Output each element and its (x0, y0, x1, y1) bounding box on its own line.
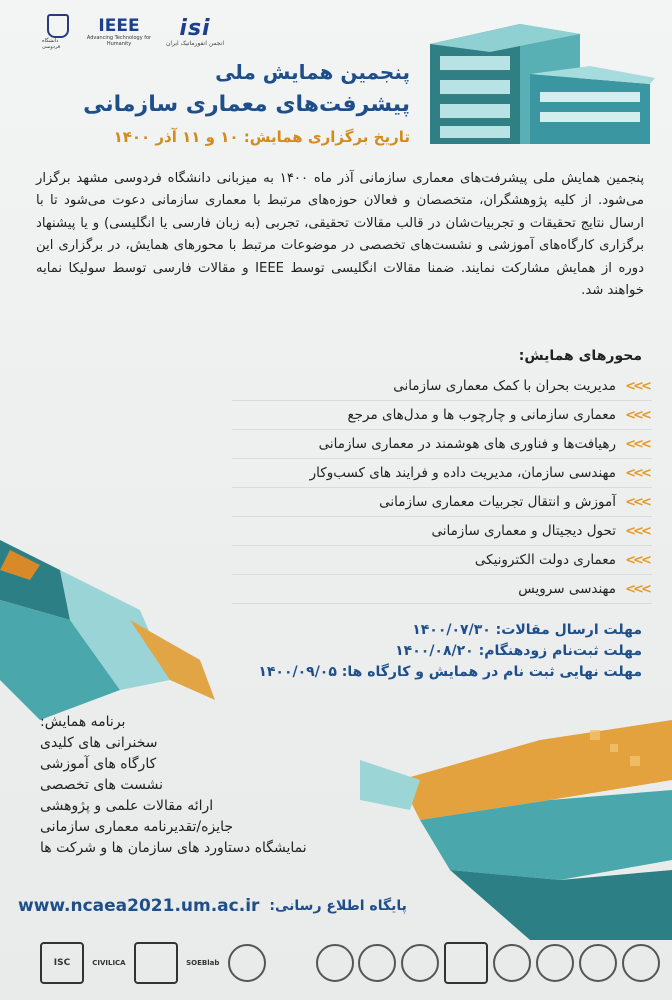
topic-item (232, 546, 652, 575)
deadline-early-registration: مهلت ثبت‌نام زودهنگام: ۱۴۰۰/۰۸/۲۰ (395, 643, 642, 659)
decorative-ribbon-left (0, 530, 240, 730)
sponsor-logo-14 (622, 944, 660, 982)
isi-logo (160, 14, 230, 50)
isi-logo-mark: isi (179, 15, 211, 41)
chevron-left-icon: <<< (625, 465, 649, 481)
topic-label: معماری سازمانی و چارچوب ها و مدل‌های مرجع (347, 407, 616, 423)
conference-date: تاریخ برگزاری همایش: ۱۰ و ۱۱ آذر ۱۴۰۰ (113, 128, 410, 146)
ferdowsi-university-logo (42, 14, 74, 50)
topic-item (232, 488, 652, 517)
topic-label: معماری دولت الکترونیکی (474, 552, 616, 568)
topics-list (232, 372, 652, 604)
intro-paragraph: پنجمین همایش ملی پیشرفت‌های معماری سازمانی آذر ماه ۱۴۰۰ به میزبانی دانشگاه فردوسی مشهد برگزار می‌شود. از کلیه پژوهشگران، متخصصان و فعالان حوزه‌های مرتبط با معماری سازمانی دعوت می‌شود تا با ارسال نتایج تحقیقات و تجربیات‌شان در قالب مقالات تحقیقی، تجربی (به زبان فارسی یا انگلیسی) و یا پیشنهاد برگزاری کارگاه‌های آموزشی و نشست‌های تخصصی در موضوعات مرتبط با محورهای همایش، در برگزاری این دوره از همایش مشارکت نمایند. ضمنا مقالات انگلیسی توسط IEEE و مقالات فارسی توسط سولیکا نمایه خواهند شد. (36, 171, 645, 299)
chevron-left-icon: <<< (625, 378, 649, 394)
topic-item (232, 575, 652, 604)
chevron-left-icon: <<< (625, 407, 649, 423)
ieee-logo-mark: IEEE (98, 16, 140, 36)
topic-label: مدیریت بحران با کمک معماری سازمانی (393, 378, 616, 394)
soeblab-logo: SOEBlab (186, 959, 220, 967)
sponsor-logo-9 (401, 944, 439, 982)
building-graphic-icon (420, 14, 660, 154)
sponsor-logos-row (40, 940, 660, 986)
topic-label: مهندسی سازمان، مدیریت داده و فرایند های کسب‌وکار (309, 465, 616, 481)
sponsor-logo-5 (228, 944, 266, 982)
program-section (40, 712, 370, 859)
topic-label: رهیافت‌ها و فناوری های هوشمند در معماری سازمانی (318, 436, 616, 452)
topic-label: مهندسی سرویس (518, 581, 616, 597)
program-item: سخنرانی های کلیدی (40, 735, 158, 751)
sponsor-logo-8 (358, 944, 396, 982)
program-item: نمایشگاه دستاورد های سازمان ها و شرکت ها (40, 840, 307, 856)
program-heading: برنامه همایش: (40, 714, 126, 730)
isi-logo-subtitle: انجمن انفورماتیک ایران (165, 39, 225, 47)
topics-heading: محورهای همایش: (518, 348, 642, 364)
chevron-left-icon: <<< (625, 523, 649, 539)
program-item: نشست های تخصصی (40, 777, 164, 793)
ieee-logo (84, 14, 154, 50)
isc-logo: ISC (40, 942, 84, 984)
topic-item (232, 401, 652, 430)
sponsor-logo-13 (579, 944, 617, 982)
ieee-logo-subtitle: Advancing Technology for Humanity (86, 35, 152, 47)
sponsor-logo-6 (271, 944, 311, 982)
topic-item (232, 372, 652, 401)
chevron-left-icon: <<< (625, 494, 649, 510)
university-logo-subtitle: دانشگاه فردوسی (42, 38, 61, 50)
topic-item (232, 459, 652, 488)
website-label: پایگاه اطلاع رسانی: (269, 898, 407, 914)
topic-item (232, 517, 652, 546)
sponsor-logo-10 (444, 942, 488, 984)
program-item: جایزه/تقدیرنامه معماری سازمانی (40, 819, 234, 835)
civilica-logo: CIVILICA (92, 959, 126, 967)
deadline-final-registration: مهلت نهایی ثبت نام در همایش و کارگاه ها: ۱۴۰۰/۰۹/۰۵ (258, 664, 642, 680)
sponsor-logo-11 (493, 944, 531, 982)
chevron-left-icon: <<< (625, 552, 649, 568)
conference-title-line2: پیشرفت‌های معماری سازمانی (83, 92, 410, 117)
conference-title-line1: پنجمین همایش ملی (215, 60, 410, 84)
website-link[interactable]: www.ncaea2021.um.ac.ir (18, 896, 260, 916)
sponsor-logo-12 (536, 944, 574, 982)
website-row (18, 896, 448, 916)
sponsor-logo-7 (316, 944, 354, 982)
sponsor-logo-3 (134, 942, 178, 984)
chevron-left-icon: <<< (625, 436, 649, 452)
topic-label: آموزش و انتقال تجربیات معماری سازمانی (379, 494, 616, 510)
program-item: کارگاه های آموزشی (40, 756, 157, 772)
topic-item (232, 430, 652, 459)
topic-label: تحول دیجیتال و معماری سازمانی (431, 523, 616, 539)
deadline-paper-submission: مهلت ارسال مقالات: ۱۴۰۰/۰۷/۳۰ (412, 622, 642, 638)
university-emblem-icon (47, 14, 69, 38)
program-item: ارائه مقالات علمی و پژوهشی (40, 798, 214, 814)
chevron-left-icon: <<< (625, 581, 649, 597)
